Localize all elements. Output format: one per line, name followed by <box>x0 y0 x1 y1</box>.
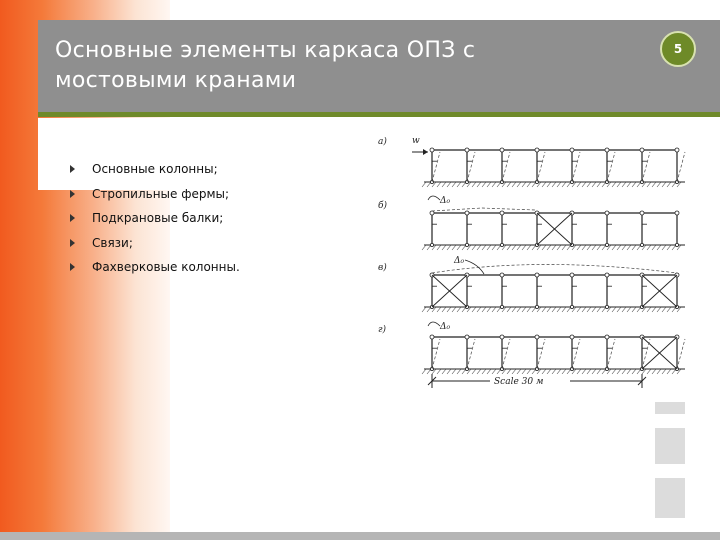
bullet-text: Связи; <box>92 235 133 250</box>
panel-label-b: б) <box>378 201 388 211</box>
bullet-text: Фахверковые колонны. <box>92 260 240 274</box>
bullet-list <box>70 160 240 283</box>
page-number-badge: 5 <box>660 31 696 67</box>
panel-label-a: а) <box>378 137 387 147</box>
bullet-arrow-icon <box>70 165 75 173</box>
frame-scheme-a <box>378 136 685 187</box>
bullet-item <box>70 234 240 259</box>
bullet-arrow-icon <box>70 239 75 247</box>
bullet-text: Стропильные фермы; <box>92 186 230 201</box>
load-label: w <box>412 136 420 146</box>
decorative-block <box>655 402 685 414</box>
decorative-block <box>655 478 685 518</box>
bullet-arrow-icon <box>70 263 75 271</box>
bottom-border <box>0 532 720 540</box>
decorative-block <box>655 428 685 464</box>
frame-scheme-d <box>378 322 685 374</box>
panel-label-c: в) <box>378 263 387 273</box>
dimension-label: Scale 30 м <box>494 377 544 387</box>
title-underline <box>38 112 720 117</box>
displacement-label: Δ₀ <box>440 322 451 332</box>
bullet-arrow-icon <box>70 190 75 198</box>
bullet-item <box>70 258 240 283</box>
frame-scheme-b <box>378 196 685 250</box>
frame-scheme-c <box>378 256 685 312</box>
slide-title: Основные элементы каркаса ОПЗ с мостовыми кранами <box>55 38 476 93</box>
bullet-text: Основные колонны; <box>92 162 218 176</box>
bullet-text: Подкрановые балки; <box>92 211 224 225</box>
panel-label-d: г) <box>378 325 387 335</box>
frame-schemes-figure <box>370 128 700 403</box>
bullet-item <box>70 185 240 210</box>
bullet-item <box>70 209 240 234</box>
bullet-item <box>70 160 240 185</box>
bullet-arrow-icon <box>70 214 75 222</box>
displacement-label: Δ₀ <box>454 256 465 266</box>
displacement-label: Δ₀ <box>440 196 451 206</box>
dimension-line <box>428 374 646 388</box>
